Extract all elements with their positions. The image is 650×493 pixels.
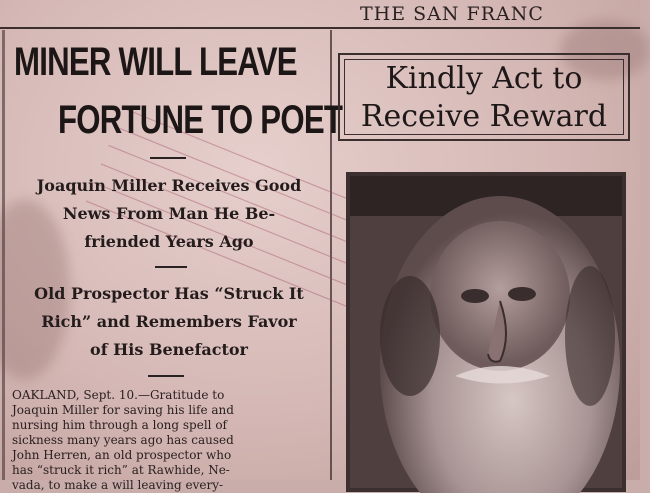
- portrait-image: [350, 176, 622, 488]
- subhead-1: [10, 172, 328, 256]
- body-line: Joaquin Miller for saving his life and: [12, 403, 234, 417]
- divider-dash: [155, 266, 187, 268]
- portrait-photo: [346, 172, 626, 492]
- subhead-2: [10, 280, 328, 364]
- body-line: vada, to make a will leaving every-: [12, 478, 224, 492]
- body-line: John Herren, an old prospector who: [12, 448, 232, 462]
- left-column-rule: [2, 30, 5, 480]
- subhead-2-line: of His Benefactor: [90, 340, 248, 359]
- article-body: [12, 388, 328, 493]
- body-line: nursing him through a long spell of: [12, 418, 227, 432]
- box-title-line-1: Kindly Act to: [385, 61, 583, 96]
- body-line: sickness many years ago has caused: [12, 433, 234, 447]
- body-line: has “struck it rich” at Rawhide, Ne-: [12, 463, 230, 477]
- headline-line-2: FORTUNE TO POET: [58, 98, 343, 142]
- divider-dash: [150, 157, 186, 159]
- subhead-2-line: Old Prospector Has “Struck It: [34, 284, 304, 303]
- headline-line-1: MINER WILL LEAVE: [14, 40, 297, 84]
- subhead-1-line: News From Man He Be-: [62, 204, 276, 223]
- masthead: THE SAN FRANC: [360, 3, 544, 25]
- subhead-2-line: Rich” and Remembers Favor: [41, 312, 297, 331]
- box-title-line-2: Receive Reward: [360, 99, 608, 134]
- masthead-rule: [0, 27, 640, 29]
- subhead-1-line: Joaquin Miller Receives Good: [36, 176, 302, 195]
- sidebar-headline-box: [338, 53, 630, 141]
- divider-dash: [148, 375, 184, 377]
- body-line: OAKLAND, Sept. 10.—Gratitude to: [12, 388, 225, 402]
- subhead-1-line: friended Years Ago: [84, 232, 254, 251]
